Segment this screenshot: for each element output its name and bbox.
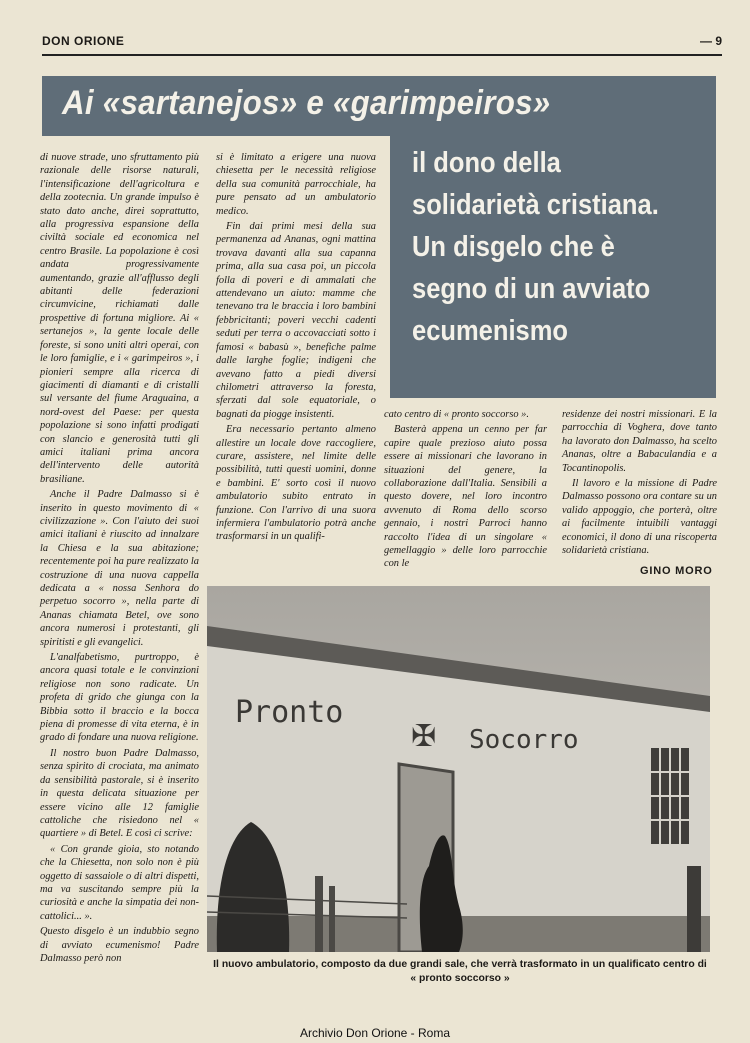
paragraph: Il lavoro e la missione di Padre Dalmasso possono ora contare su un valido appoggio, che porterà, oltre ai facilmente intuibili vantaggi economici, il dono di una riscoperta solidarietà cristiana. <box>562 478 717 557</box>
photo-caption: Il nuovo ambulatorio, composto da due grandi sale, che verrà trasformato in un qualificato centro di « pronto soccorso » <box>213 959 707 984</box>
ambulatorio-photo <box>207 586 710 952</box>
paragraph: si è limitato a erigere una nuova chiesetta per le necessità religiose della sua comunità parrocchiale, ha pure pensato ad un ambulatorio medico. <box>216 152 376 217</box>
sign-socorro: Socorro <box>469 725 579 755</box>
paragraph: Il nostro buon Padre Dalmasso, senza spirito di crociata, ma animato da sensibilità pastorale, si è inserito in questa delicata situazione per essere vicino alle 12 famiglie cattoliche che risiedono nel « quartiere » di Betel. E così ci scrive: <box>40 747 199 840</box>
paragraph: residenze dei nostri missionari. E la parrocchia di Voghera, dove tanto ha lavorato don Dalmasso, ha scelto Ananas, oltre a Babaculandia e a Tocantinopolis. <box>562 409 717 474</box>
page-number: — 9 <box>699 34 722 48</box>
author-signature: GINO MORO <box>640 565 713 577</box>
paragraph: Questo disgelo è un indubbio segno di avviato ecumenismo! Padre Dalmasso però non <box>40 926 199 964</box>
photo-drawing <box>207 586 710 952</box>
headline-banner <box>42 76 716 136</box>
paragraph: Basterà appena un cenno per far capire quale prezioso aiuto possa essere ai missionari che lavorano in situazioni del genere, la collaborazione dall'Italia. Sensibili a questo dovere, nel loro incontro avvenuto di Roma dello scorso gennaio, i nostri Parroci hanno raccolto l'idea di un singolare « gemellaggio » delle loro parrocchie con le <box>384 424 547 570</box>
article-column-4 <box>562 408 717 559</box>
deck-box <box>390 136 716 398</box>
paragraph: cato centro di « pronto soccorso ». <box>384 409 529 420</box>
sign-pronto: Pronto <box>235 695 344 730</box>
paragraph: L'analfabetismo, purtroppo, è ancora quasi totale e le convinzioni religiose non sono radicate. Un profeta di grido che giunga con la Bibbia sotto il braccio e la bocca piena di promesse di vita eterna, è in grado di fondare una nuova religione. <box>40 652 199 744</box>
article-column-3 <box>384 408 547 573</box>
magazine-name: DON ORIONE <box>42 34 125 48</box>
paragraph: Anche il Padre Dalmasso si è inserito in questo movimento di « civilizzazione ». Con l'aiuto dei suoi amici italiani è riuscito ad innalzare la Chiesa e la sua abitazione; recentemente poi ha pure realizzato la costruzione di una nuova cappella dedicata a « nossa Senhora do perpetuo socorro », nella parte di Ananas chiamata Betel, ove sono ancora numerosi i protestanti, gli spiritisti e gli evangelici. <box>40 489 199 648</box>
quote-paragraph: « Con grande gioia, sto notando che la Chiesetta, non solo non è più oggetto di sassaiole o di altri dispetti, ma va suscitando sempre più la curiosità e anche la simpatia dei non-cattolici... ». <box>40 843 199 922</box>
headline: Ai «sartanejos» e «garimpeiros» <box>62 84 551 122</box>
deck-text: il dono della solidarietà cristiana. Un disgelo che è segno di un avviato ecumenismo <box>412 147 659 347</box>
archive-footer: Archivio Don Orione - Roma <box>299 1026 451 1040</box>
article-column-2 <box>216 151 376 546</box>
sign-cross: ✠ <box>411 719 437 754</box>
paragraph: di nuove strade, uno sfruttamento più razionale delle risorse naturali, l'intensificazione dell'agricoltura e della zootecnia. Un grande impulso è stato dato anche, direi soprattutto, alla progressiva espansione della civiltà sociale ed economica nel centro Brasile. La popolazione è così andata progressivamente aumentando, grazie all'afflusso degli abitanti delle federazioni circumvicine, richiamati dalle prospettive di fortuna migliore. Ai « sertanejos », la gente locale delle foreste, si sono uniti altri operai, con le loro famiglie, e i « garimpeiros », i pionieri sempre alla ricerca di giacimenti di diamanti e di cristalli sul versante del fiume Araguaina, a nord-ovest del Paese: per questa popolazione si sono infatti prodigati con slancio e generosità tutti gli amici italiani prima ancora dell'intervento delle autorità brasiliane. <box>40 152 199 485</box>
page-header <box>42 34 722 56</box>
article-column-1 <box>40 151 199 967</box>
paragraph: Fin dai primi mesi della sua permanenza ad Ananas, ogni mattina trovava davanti alla sua capanna prima, alla sua casa poi, un piccola folla di poveri e di ammalati che attendevano un aiuto: mamme che tenevano tra le braccia i loro bambini febbricitanti; poveri vecchi cadenti seduti per terra o accovacciati sotto i famosi « babasù », benefiche palme dalle larghe foglie; indigeni che avevano fatto a piedi diversi chilometri attraverso la foresta, sferzati dal sole equatoriale, o bagnati da piogge insistenti. <box>216 221 376 420</box>
paragraph: Era necessario pertanto almeno allestire un locale dove raccogliere, curare, assistere, nel limite delle possibilità, tutti questi uomini, donne e bambini. E' sorto così il nuovo ambulatorio subito entrato in funzione. Con l'arrivo di una suora infermiera l'ambulatorio potrà anche trasformarsi in un qualifi- <box>216 424 376 543</box>
